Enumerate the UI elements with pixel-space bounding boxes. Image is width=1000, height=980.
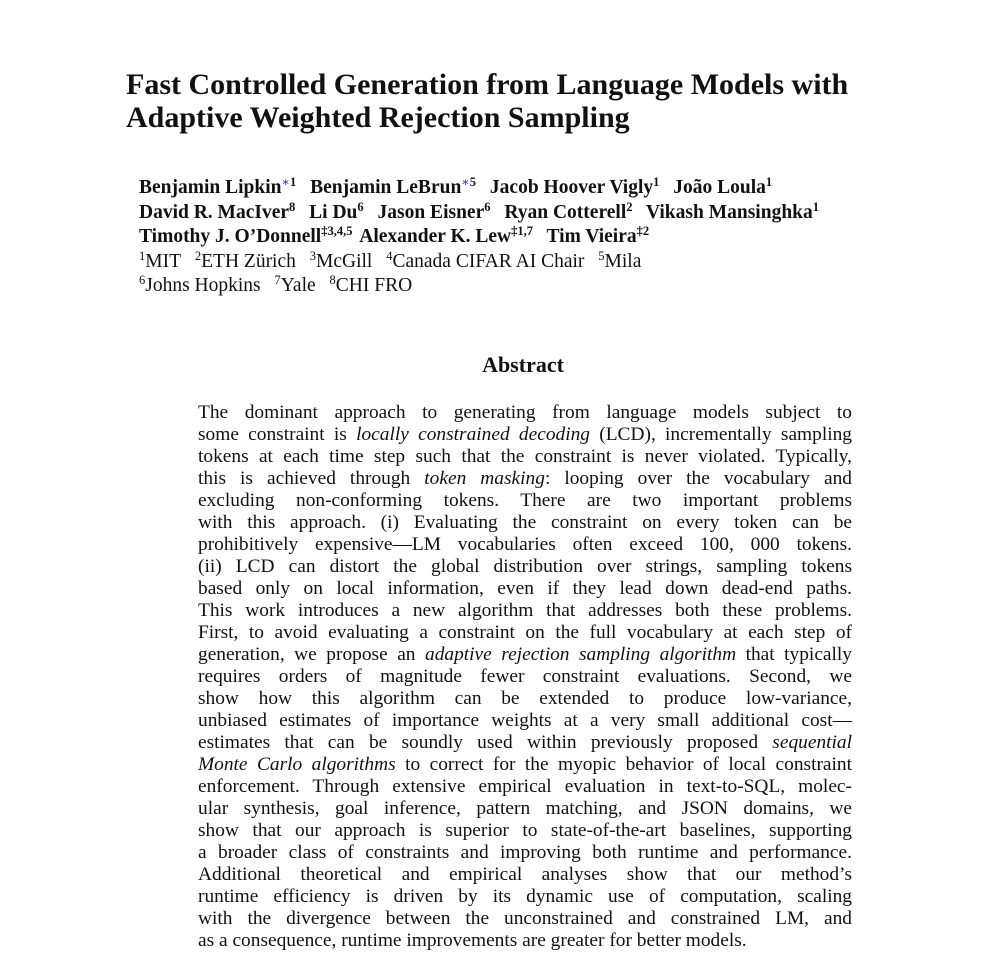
- affiliation-name: ETH Zürich: [201, 250, 296, 272]
- author: [547, 226, 650, 247]
- author-name: Jacob Hoover Vigly: [489, 177, 654, 198]
- author-affiliation-mark: ‡3,4,5: [321, 224, 353, 238]
- italic-term: locally constrained decoding: [356, 424, 590, 445]
- author-name: Timothy J. O’Donnell: [139, 226, 322, 247]
- author: [139, 199, 296, 223]
- author-affiliation-mark: 1: [812, 199, 820, 214]
- abstract-line: ular synthesis, goal inference, pattern matching, and JSON domains, we: [198, 798, 852, 819]
- abstract-line: this is achieved through token masking: looping over the vocabulary and: [198, 468, 852, 489]
- author: [490, 177, 659, 198]
- abstract-line: The dominant approach to generating from language models subject to: [198, 402, 852, 423]
- affiliation-number: 1: [139, 248, 146, 263]
- italic-term: adaptive rejection sampling algorithm: [425, 644, 737, 665]
- abstract-line: with this approach. (i) Evaluating the constraint on every token can be: [198, 512, 852, 533]
- author-affiliation-mark: 5: [469, 175, 477, 189]
- author-affiliation-mark: 8: [289, 199, 296, 214]
- author: [646, 199, 820, 223]
- author-line: [139, 225, 939, 250]
- author-name: Vikash Mansinghka: [646, 201, 813, 223]
- italic-term: Monte Carlo algorithms: [198, 754, 396, 775]
- author-name: Ryan Cotterell: [504, 201, 627, 223]
- author: [139, 226, 352, 247]
- affiliation-name: Johns Hopkins: [145, 275, 261, 296]
- abstract-line: as a consequence, runtime improvements are greater for better models.: [198, 930, 747, 951]
- author-block: [139, 176, 939, 299]
- title-line: Fast Controlled Generation from Language Models with: [126, 68, 849, 101]
- affiliation-number: 2: [194, 248, 202, 263]
- affiliation-line: [139, 274, 939, 299]
- italic-term: token masking: [424, 468, 545, 489]
- author-name: João Loula: [673, 177, 766, 198]
- affiliation-number: 5: [598, 248, 605, 263]
- author-affiliation-mark: 6: [357, 199, 364, 214]
- author: [310, 177, 476, 198]
- abstract-line: Additional theoretical and empirical analyses show that our method’s: [198, 864, 852, 885]
- affiliation-number: 8: [329, 273, 336, 287]
- author-affiliation-mark: 1: [290, 175, 297, 189]
- abstract-line: (ii) LCD can distort the global distribution over strings, sampling tokens: [198, 556, 852, 577]
- abstract-heading: Abstract: [482, 352, 564, 377]
- affiliation: [139, 248, 181, 272]
- author-name: Tim Vieira: [546, 226, 637, 247]
- abstract-line: generation, we propose an adaptive rejection sampling algorithm that typically: [198, 644, 853, 665]
- abstract-line: enforcement. Through extensive empirical evaluation in text-to-SQL, molec-: [198, 776, 852, 797]
- author: [504, 199, 633, 223]
- affiliation: [139, 275, 261, 296]
- affiliation-name: Canada CIFAR AI Chair: [392, 250, 585, 272]
- affiliation-line: [139, 250, 939, 275]
- affiliation: [330, 275, 413, 296]
- abstract-line: First, to avoid evaluating a constraint on the full vocabulary at each step of: [198, 622, 852, 643]
- author-name: Jason Eisner: [377, 201, 485, 223]
- abstract-line: show how this algorithm can be extended to produce low-variance,: [198, 688, 852, 709]
- abstract-line: runtime efficiency is driven by its dynamic use of computation, scaling: [198, 886, 852, 907]
- author-affiliation-mark: 6: [484, 199, 491, 214]
- affiliation-name: Mila: [604, 250, 642, 272]
- abstract-line: excluding non-conforming tokens. There are two important problems: [198, 490, 852, 511]
- affiliation-name: McGill: [316, 250, 373, 272]
- equal-contribution-mark: ∗: [461, 175, 470, 189]
- affiliation: [598, 248, 642, 272]
- abstract-line: tokens at each time step such that the constraint is never violated. Typically,: [198, 446, 852, 467]
- author-name: Alexander K. Lew: [359, 226, 512, 247]
- affiliation-number: 7: [274, 273, 281, 287]
- paper-title: [126, 68, 926, 134]
- equal-contribution-mark: ∗: [281, 175, 291, 189]
- affiliation: [275, 275, 316, 296]
- author: [139, 177, 296, 198]
- author-name: David R. MacIver: [139, 201, 290, 223]
- abstract-line: This work introduces a new algorithm that addresses both these problems.: [198, 600, 852, 621]
- author-affiliation-mark: 1: [765, 175, 773, 189]
- author: [377, 199, 491, 223]
- abstract-body: [198, 402, 852, 952]
- affiliation-name: Yale: [280, 275, 316, 296]
- abstract-line: a broader class of constraints and improving both runtime and performance.: [198, 842, 852, 863]
- author-name: Benjamin LeBrun: [310, 177, 462, 198]
- author: [309, 199, 364, 223]
- title-line: Adaptive Weighted Rejection Sampling: [126, 101, 630, 134]
- abstract-line: some constraint is locally constrained decoding (LCD), incrementally sampling: [198, 424, 852, 445]
- author-name: Benjamin Lipkin: [139, 177, 282, 198]
- abstract-line: requires orders of magnitude fewer constraint evaluations. Second, we: [198, 666, 852, 687]
- affiliation: [386, 248, 585, 272]
- abstract-line: prohibitively expensive—LM vocabularies often exceed 100, 000 tokens.: [198, 534, 852, 555]
- author-affiliation-mark: ‡2: [636, 224, 650, 238]
- author: [673, 177, 772, 198]
- abstract-line: estimates that can be soundly used within previously proposed sequential: [198, 732, 852, 753]
- italic-term: sequential: [772, 732, 852, 753]
- author-affiliation-mark: 2: [626, 199, 633, 214]
- affiliation: [309, 248, 373, 272]
- abstract-line: based only on local information, even if they lead down dead-end paths.: [198, 578, 852, 599]
- author-name: Li Du: [309, 201, 358, 223]
- abstract-line: show that our approach is superior to state-of-the-art baselines, supporting: [198, 820, 852, 841]
- author: [359, 226, 533, 247]
- author-line: [139, 176, 939, 201]
- affiliation-name: CHI FRO: [335, 275, 413, 296]
- affiliation-number: 6: [139, 273, 146, 287]
- author-affiliation-mark: ‡1,7: [511, 224, 533, 238]
- affiliation-number: 3: [309, 248, 317, 263]
- affiliation-name: MIT: [145, 250, 181, 272]
- abstract-line: with the divergence between the unconstrained and constrained LM, and: [198, 908, 852, 929]
- affiliation-number: 4: [386, 248, 393, 263]
- author-affiliation-mark: 1: [653, 175, 660, 189]
- affiliation: [194, 248, 296, 272]
- abstract-line: Monte Carlo algorithms to correct for the myopic behavior of local constraint: [198, 754, 852, 775]
- author-line: [139, 201, 939, 226]
- abstract-line: unbiased estimates of importance weights at a very small additional cost—: [198, 710, 852, 731]
